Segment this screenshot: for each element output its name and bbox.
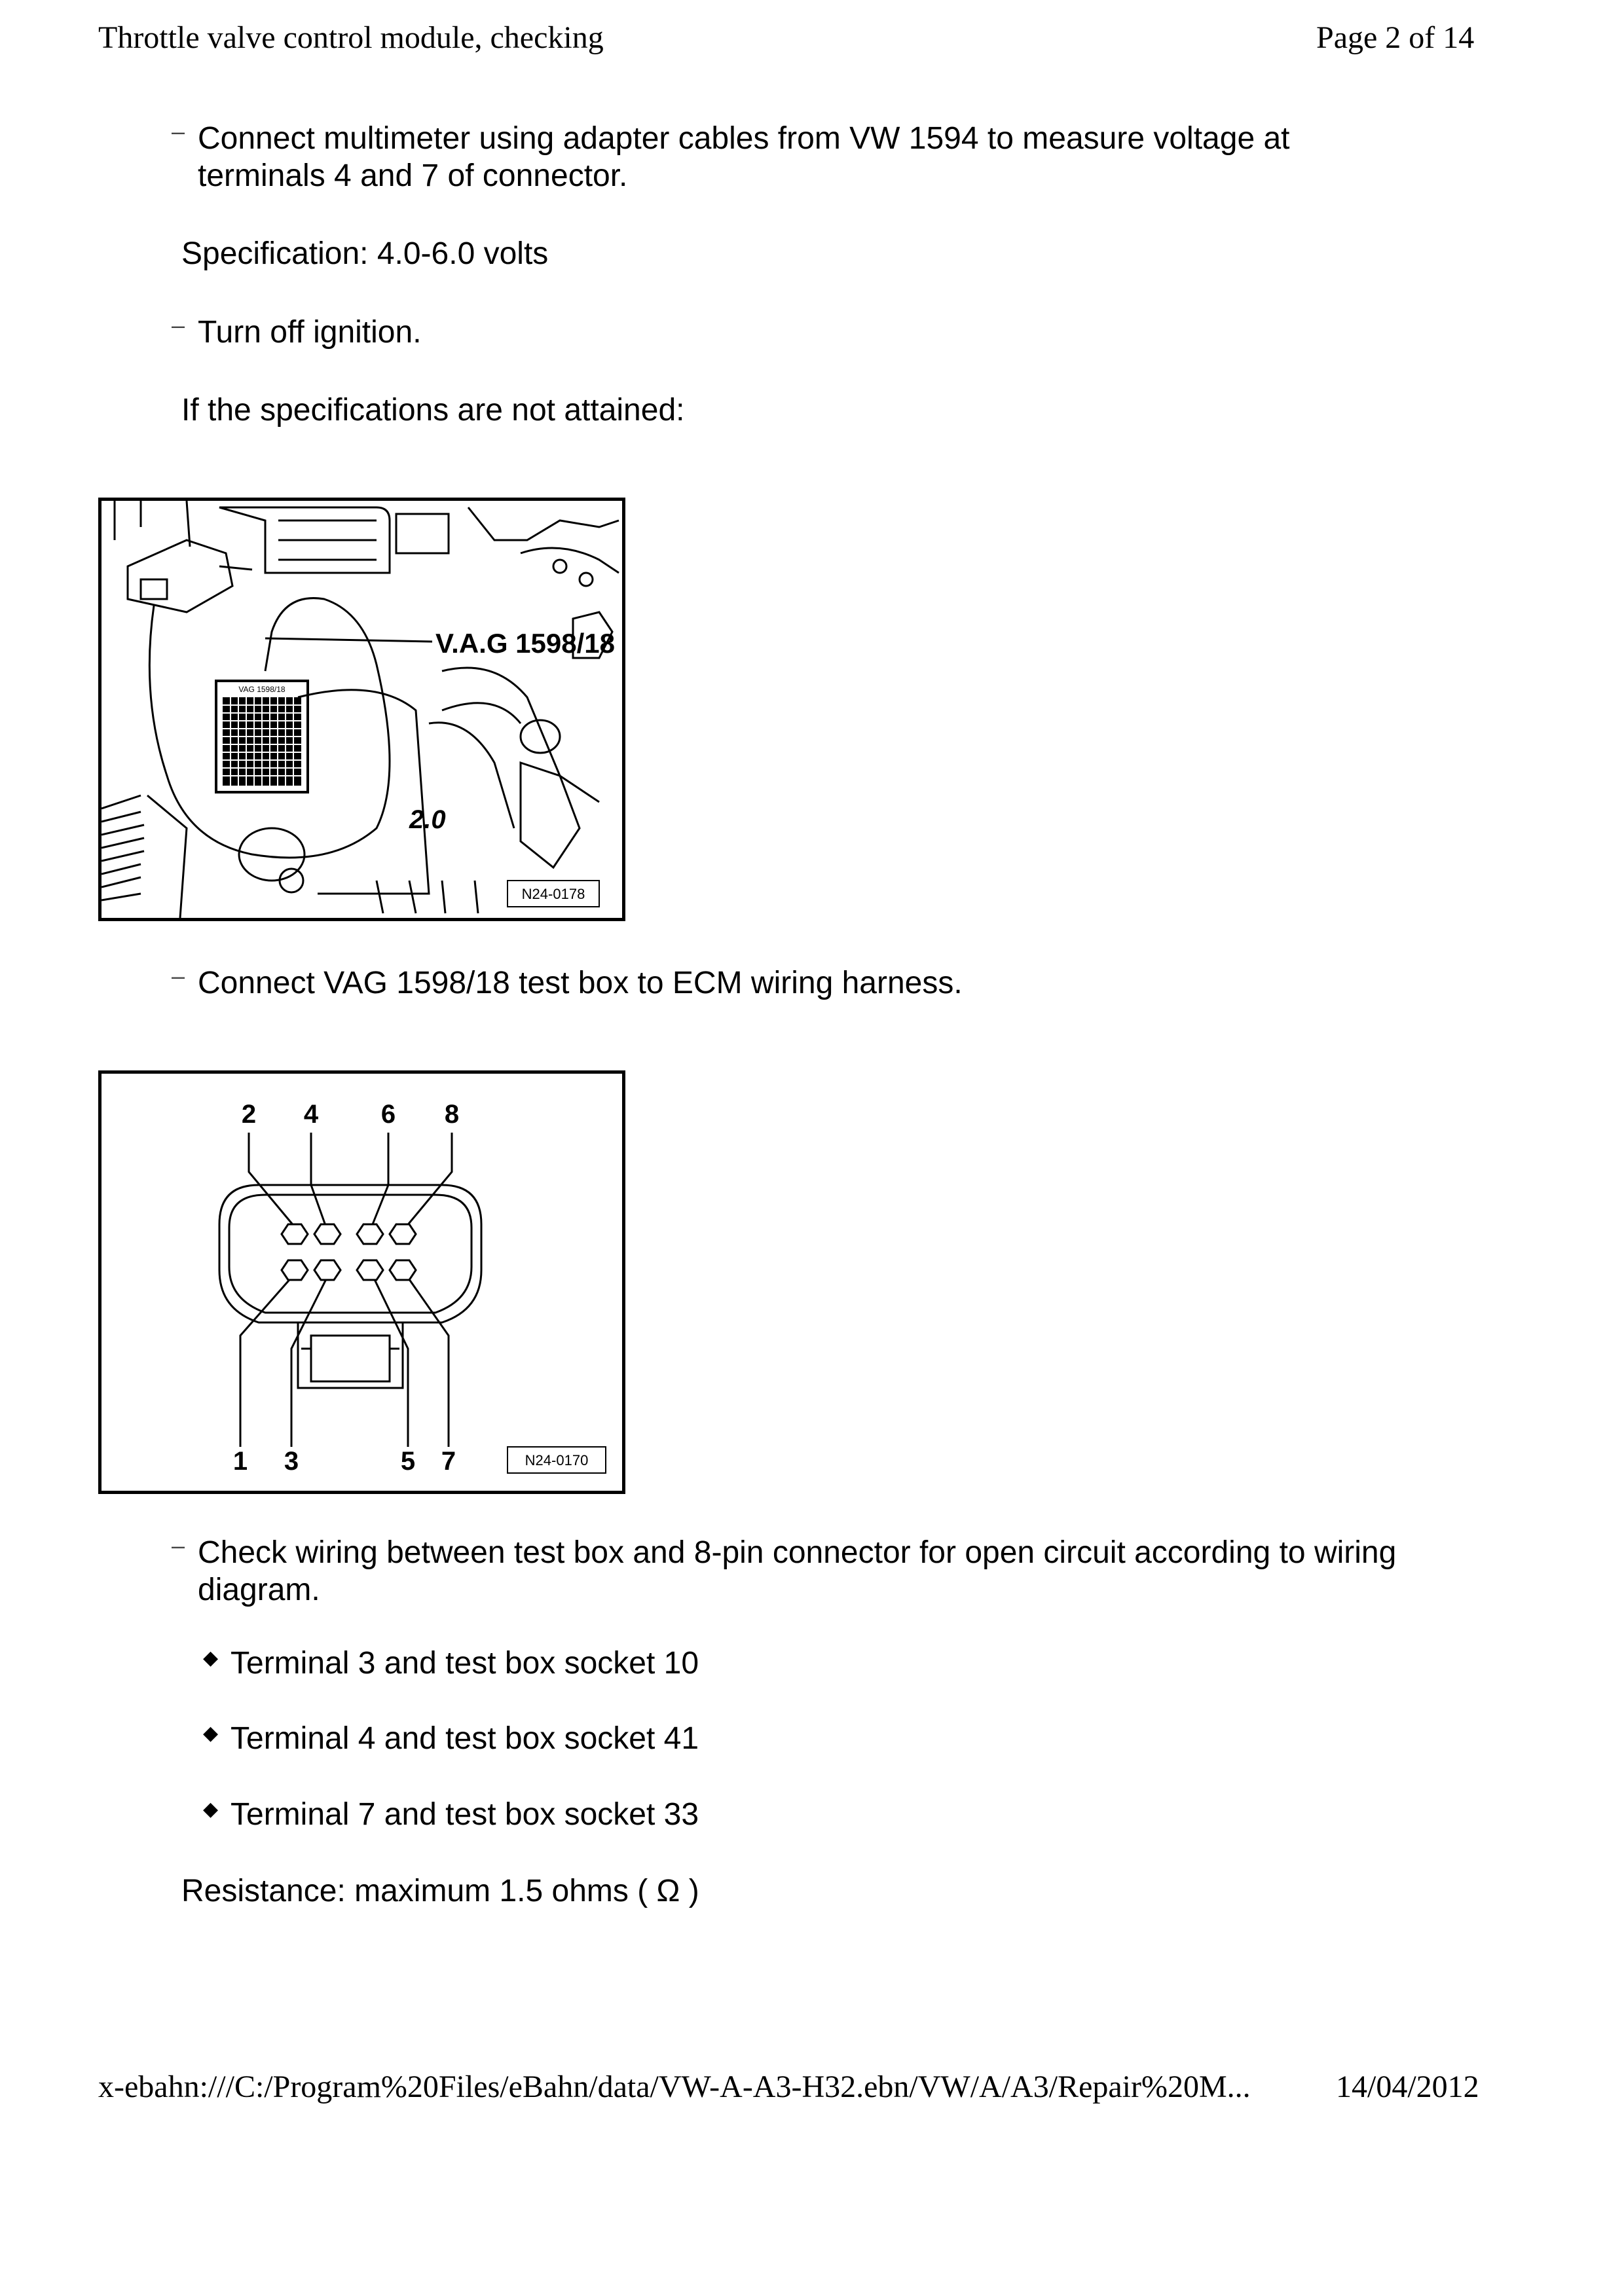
- footer-date: 14/04/2012: [1336, 2069, 1479, 2104]
- pin-label-8: 8: [444, 1100, 460, 1129]
- test-box-label: VAG 1598/18: [238, 685, 286, 694]
- condition-text: If the specifications are not attained:: [181, 393, 685, 428]
- pin-label-1: 1: [232, 1447, 248, 1476]
- engine-bay-figure: [98, 498, 625, 921]
- figure-code: N24-0170: [525, 1452, 589, 1468]
- bullet-icon: ◆: [203, 1722, 219, 1744]
- step-check-wiring-line1: Check wiring between test box and 8-pin connector for open circuit according to wiring: [198, 1535, 1397, 1570]
- pin-label-5: 5: [400, 1447, 416, 1476]
- resistance-text: Resistance: maximum 1.5 ohms ( Ω ): [181, 1874, 699, 1908]
- bullet-item: Terminal 3 and test box socket 10: [231, 1646, 699, 1681]
- bullet-item: Terminal 7 and test box socket 33: [231, 1797, 699, 1832]
- pin-label-6: 6: [380, 1100, 396, 1129]
- connector-pinout-figure: [98, 1070, 625, 1494]
- pin-label-4: 4: [303, 1100, 319, 1129]
- step-check-wiring-line2: diagram.: [198, 1573, 320, 1607]
- document-title: Throttle valve control module, checking: [98, 20, 604, 55]
- step-connect-multimeter-line1: Connect multimeter using adapter cables from VW 1594 to measure voltage at: [198, 121, 1290, 156]
- step-connect-testbox: Connect VAG 1598/18 test box to ECM wiring harness.: [198, 966, 963, 1000]
- footer-path: x-ebahn:///C:/Program%20Files/eBahn/data/VW-A-A3-H32.ebn/VW/A/A3/Repair%20M...: [98, 2069, 1251, 2104]
- step-dash: –: [172, 312, 185, 338]
- pin-label-3: 3: [284, 1447, 299, 1476]
- bullet-item: Terminal 4 and test box socket 41: [231, 1721, 699, 1756]
- pin-label-2: 2: [241, 1100, 257, 1129]
- engine-badge: 2.0: [409, 805, 446, 834]
- bullet-icon: ◆: [203, 1798, 219, 1820]
- engine-bay-illustration: [101, 501, 622, 918]
- step-turn-off-ignition: Turn off ignition.: [198, 315, 422, 350]
- figure-code: N24-0178: [521, 886, 585, 902]
- page-number: Page 2 of 14: [1316, 20, 1475, 55]
- step-dash: –: [172, 1532, 185, 1559]
- step-dash: –: [172, 118, 185, 145]
- vag-label: V.A.G 1598/18: [435, 628, 615, 659]
- step-connect-multimeter-line2: terminals 4 and 7 of connector.: [198, 158, 628, 193]
- specification-text: Specification: 4.0-6.0 volts: [181, 236, 549, 271]
- step-dash: –: [172, 962, 185, 989]
- connector-pinout-illustration: [101, 1074, 622, 1491]
- pin-label-7: 7: [441, 1447, 456, 1476]
- bullet-icon: ◆: [203, 1647, 219, 1669]
